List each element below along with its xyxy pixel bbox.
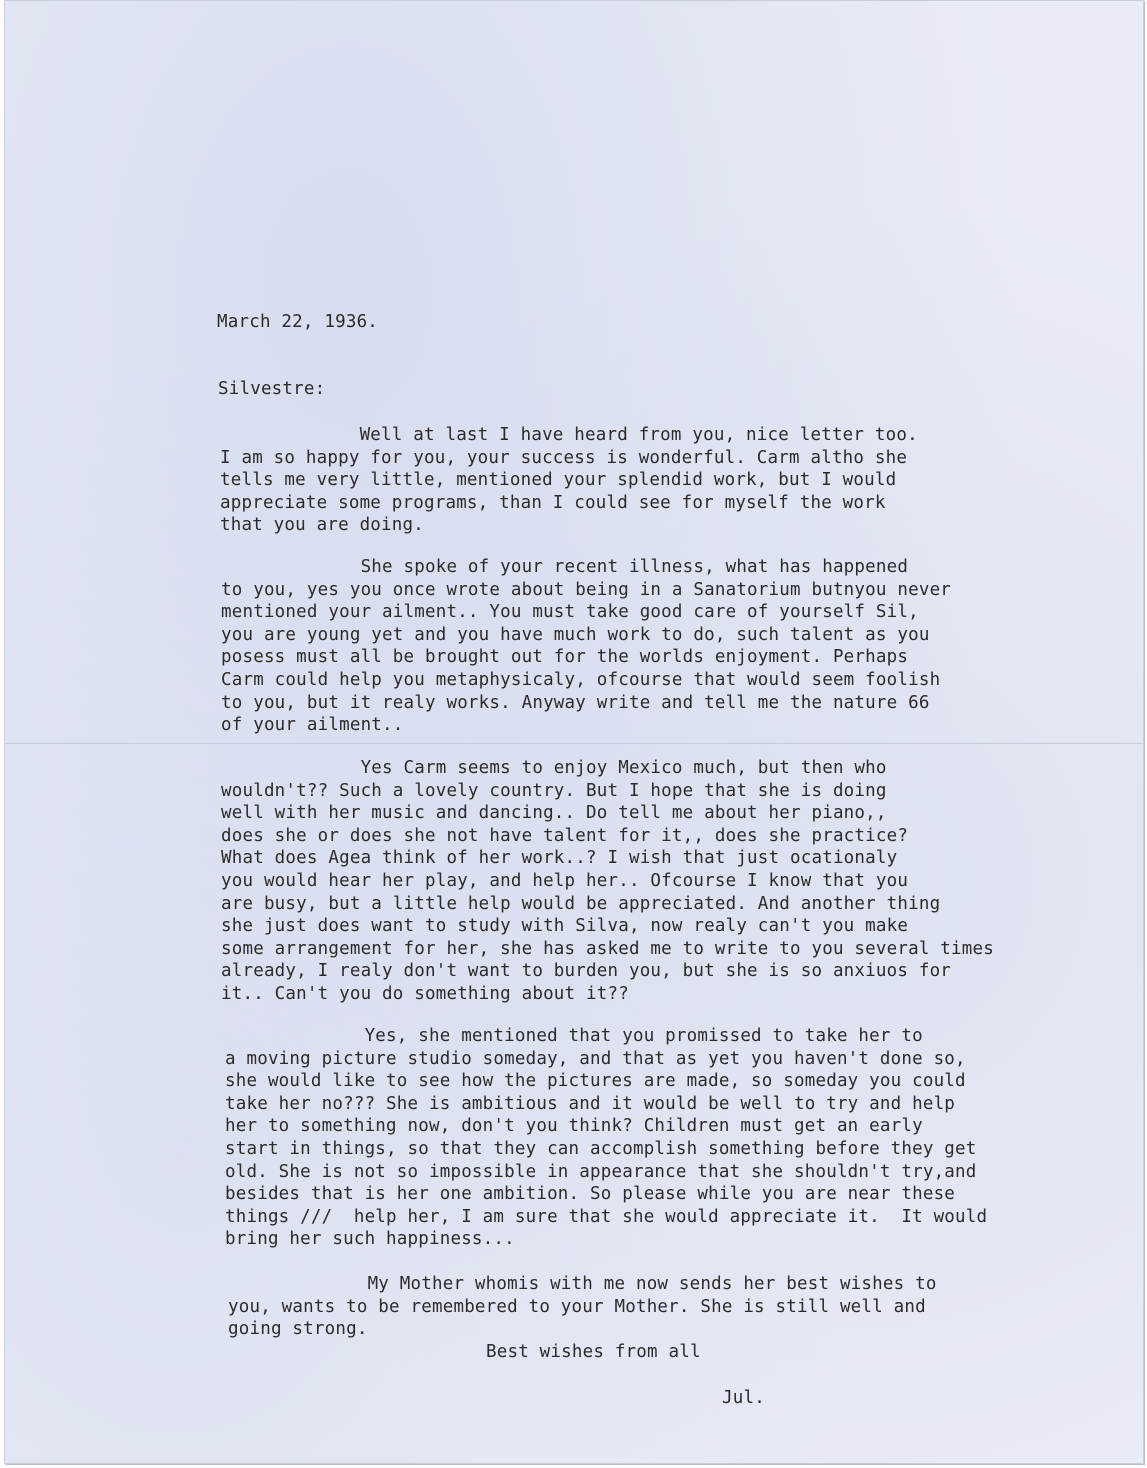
paragraph-4: [225, 1025, 987, 1251]
paragraph-line: Yes Carm seems to enjoy Mexico much, but then who: [221, 758, 887, 778]
paragraph-line: old. She is not so impossible in appearance that she shouldn't try,and: [225, 1161, 977, 1182]
paragraph-line: My Mother whomis with me now sends her best wishes to: [228, 1274, 937, 1294]
paragraph-line: things /// help her, I am sure that she would appreciate it. It would: [225, 1206, 988, 1227]
paragraph-line: mentioned your ailment.. You must take good care of yourself Sil,: [221, 602, 919, 623]
letter-page: [4, 0, 1144, 1464]
paragraph-line: wouldn't?? Such a lovely country. But I hope that she is doing: [221, 780, 887, 801]
paragraph-line: What does Agea think of her work..? I wish that just ocationaly: [221, 848, 898, 869]
paragraph-line: tells me very little, mentioned your splendid work, but I would: [220, 470, 897, 491]
paragraph-line: to you, yes you once wrote about being in a Sanatorium butnyou never: [221, 579, 952, 600]
paragraph-line: bring her such happiness...: [225, 1229, 515, 1250]
paragraph-line: her to something now, don't you think? Children must get an early: [225, 1116, 923, 1137]
paragraph-line: well with her music and dancing.. Do tell me about her piano,,: [221, 803, 887, 824]
paragraph-line: besides that is her one ambition. So please while you are near these: [225, 1184, 956, 1205]
salutation: Silvestre:: [218, 379, 326, 399]
paragraph-line: She spoke of your recent illness, what has happened: [221, 557, 909, 577]
paragraph-1: [220, 424, 918, 537]
paragraph-line: you, wants to be remembered to your Mother. She is still well and: [228, 1296, 926, 1317]
signature: Jul.: [722, 1388, 765, 1408]
paragraph-line: it.. Can't you do something about it??: [221, 983, 629, 1004]
paragraph-line: you are young yet and you have much work to do, such talent as you: [221, 624, 930, 645]
paragraph-line: she would like to see how the pictures are made, so someday you could: [225, 1071, 966, 1092]
fold-crease: [5, 743, 1143, 744]
paragraph-line: some arrangement for her, she has asked me to write to you several times: [221, 938, 994, 959]
paragraph-line: Yes, she mentioned that you promissed to take her to: [225, 1026, 923, 1046]
paragraph-line: of your ailment..: [221, 715, 404, 736]
letter-date: March 22, 1936.: [217, 312, 379, 332]
paragraph-line: take her no??? She is ambitious and it would be well to try and help: [225, 1093, 956, 1114]
paragraph-line: Well at last I have heard from you, nice letter too.: [220, 425, 918, 445]
paragraph-line: you would hear her play, and help her.. Ofcourse I know that you: [221, 870, 909, 891]
paragraph-5: [228, 1273, 937, 1341]
paragraph-line: she just does want to study with Silva, now realy can't you make: [221, 916, 909, 937]
paragraph-line: a moving picture studio someday, and that as yet you haven't done so,: [225, 1048, 966, 1069]
paragraph-line: I am so happy for you, your success is wonderful. Carm altho she: [220, 447, 908, 468]
paragraph-line: posess must all be brought out for the worlds enjoyment. Perhaps: [221, 647, 909, 668]
paragraph-line: start in things, so that they can accomplish something before they get: [225, 1138, 977, 1159]
paragraph-line: to you, but it realy works. Anyway write and tell me the nature 66: [221, 692, 930, 713]
closing-line: Best wishes from all: [486, 1342, 701, 1362]
paragraph-line: appreciate some programs, than I could see for myself the work: [220, 492, 886, 513]
paragraph-line: going strong.: [228, 1319, 368, 1340]
paragraph-line: Carm could help you metaphysicaly, ofcourse that would seem foolish: [221, 669, 941, 690]
paragraph-line: are busy, but a little help would be appreciated. And another thing: [221, 893, 941, 914]
paragraph-3: [221, 757, 994, 1006]
paragraph-2: [221, 556, 951, 737]
paragraph-line: that you are doing.: [220, 515, 424, 536]
paragraph-line: already, I realy don't want to burden you, but she is so anxiuos for: [221, 961, 952, 982]
paragraph-line: does she or does she not have talent for it,, does she practice?: [221, 825, 909, 846]
